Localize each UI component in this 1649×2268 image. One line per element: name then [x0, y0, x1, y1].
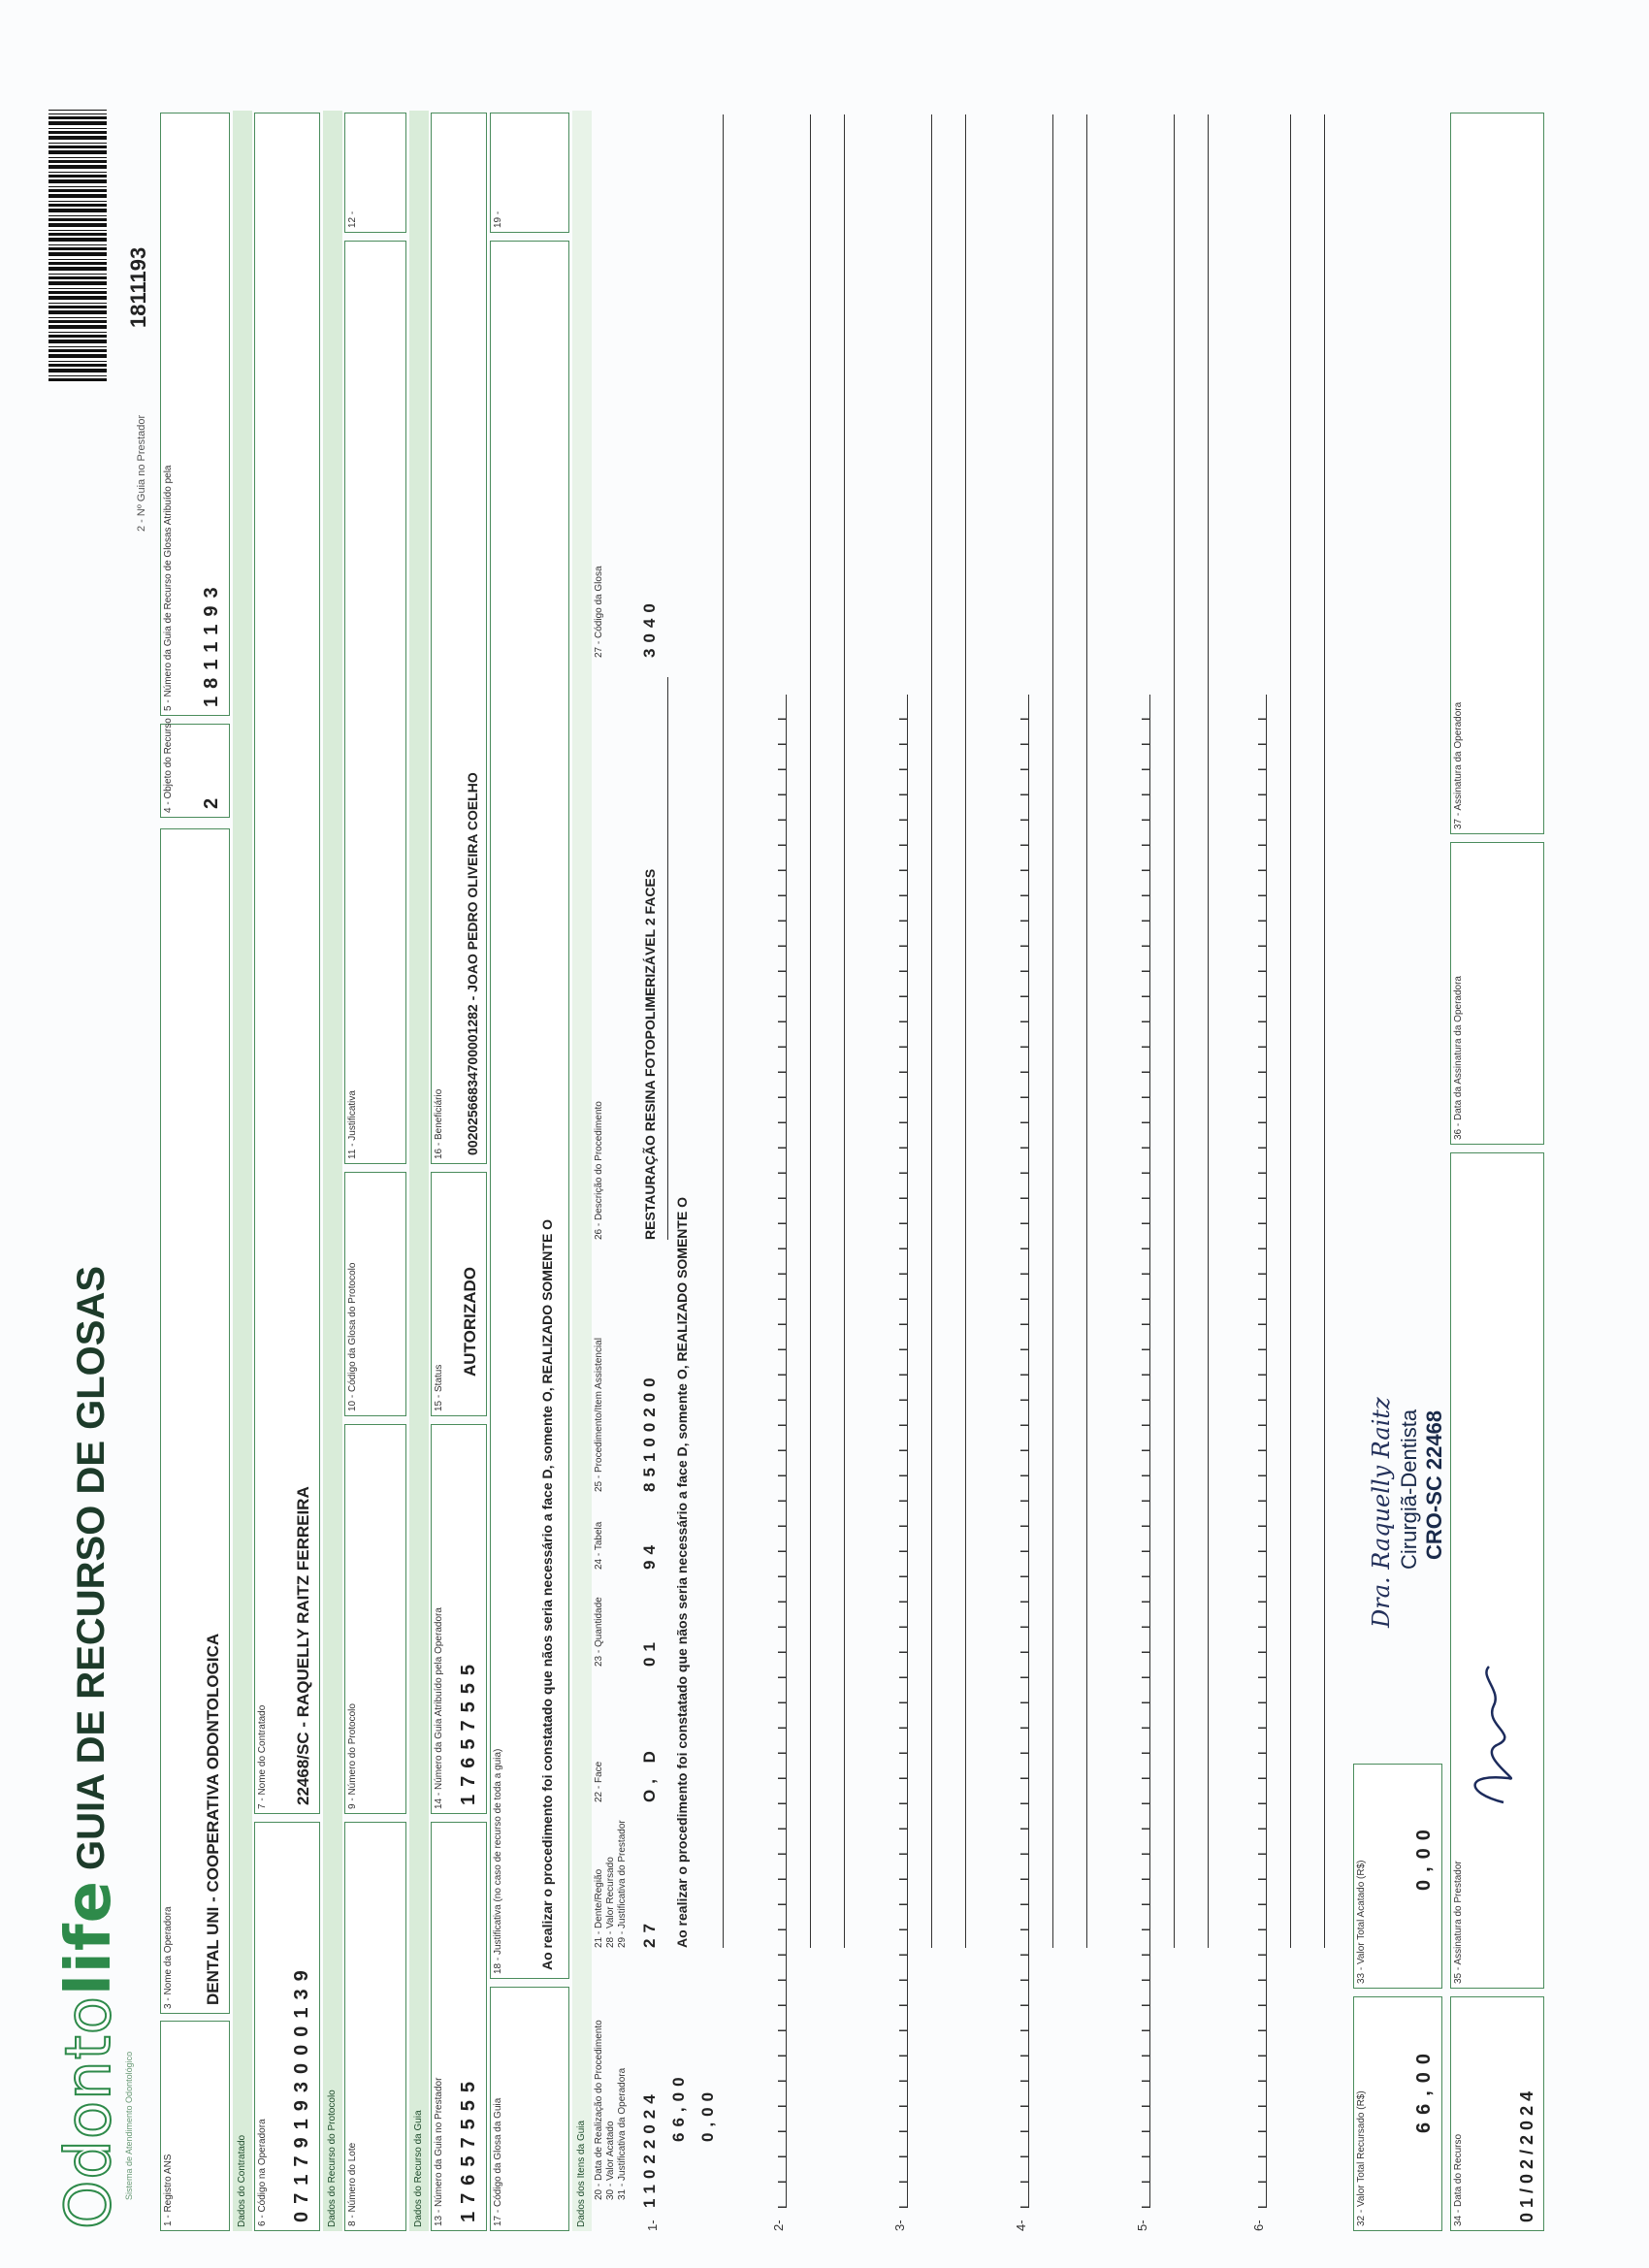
row-number: 5- [1135, 2219, 1149, 2231]
label-codigo-glosa: 27 - Código da Glosa [594, 566, 604, 658]
odontolife-logo: Odontolife [53, 1879, 125, 2229]
row1-codigo-glosa[interactable]: 3040 [640, 598, 659, 658]
page-title: GUIA DE RECURSO DE GLOSAS [70, 1265, 113, 1870]
row-number: 2- [771, 2219, 786, 2231]
handwritten-signature [1455, 1657, 1533, 1812]
barcode-number: 1811193 [126, 246, 150, 328]
field-data-recurso[interactable]: 34 - Data do Recurso 01/02/2024 [1450, 1996, 1544, 2231]
row3-line [931, 114, 932, 1948]
field-numero-lote[interactable]: 8 - Número do Lote [344, 1822, 406, 2231]
label-procedimento: 25 - Procedimento/Item Assistencial [594, 1338, 604, 1492]
row2-line [844, 114, 845, 1948]
row-number: 6- [1251, 2219, 1266, 2231]
field-guia-prestador[interactable]: 13 - Número da Guia no Prestador 17657555 [431, 1822, 487, 2231]
row-number: 1- [645, 2219, 660, 2231]
signature-cro: CRO-SC 22468 [1422, 1409, 1446, 1560]
row-number: 4- [1014, 2219, 1028, 2231]
section-itens: Dados dos Itens da Guia [572, 111, 592, 2231]
row1-justificativa-operadora-line [723, 114, 724, 1948]
row1-valor-acatado[interactable]: 0,00 [698, 2086, 717, 2142]
row1-data[interactable]: 11022024 [640, 2089, 659, 2208]
row1-quantidade[interactable]: 01 [640, 1636, 659, 1667]
signature-name: Dra. Raquelly Raitz [1368, 1397, 1395, 1628]
field-data-assinatura-operadora[interactable]: 36 - Data da Assinatura da Operadora [1450, 842, 1544, 1145]
label-valor-recursado: 30 - Valor Acatado [605, 2121, 616, 2200]
field-justificativa[interactable]: 11 - Justificativa [344, 241, 406, 1164]
field-beneficiario[interactable]: 16 - Beneficiário 00202566834700001282 - JOAO PEDRO OLIVEIRA COELHO [431, 113, 487, 1164]
row6-fields[interactable] [1245, 695, 1267, 2208]
section-protocolo: Dados do Recurso do Protocolo [323, 111, 342, 2231]
field-valor-total-recursado[interactable]: 32 - Valor Total Recursado (R$) 66,00 [1353, 1996, 1442, 2231]
field-19[interactable]: 19 - [490, 113, 569, 233]
field-assinatura-operadora[interactable]: 37 - Assinatura da Operadora [1450, 113, 1544, 834]
row5-line [1174, 114, 1175, 1948]
label-face: 22 - Face [594, 1761, 604, 1802]
label-tabela: 24 - Tabela [594, 1521, 604, 1570]
barcode [48, 110, 107, 381]
guia-prestador-label: 2 - Nº Guia no Prestador [136, 414, 147, 532]
row-number: 3- [892, 2219, 907, 2231]
field-nome-operadora[interactable]: 3 - Nome da Operadora DENTAL UNI - COOPERATIVA ODONTOLOGICA [160, 828, 230, 2014]
label-dente: 21 - Dente/Região [594, 1868, 604, 1948]
field-assinatura-prestador[interactable]: 35 - Assinatura do Prestador [1450, 1152, 1544, 1989]
label-justificativa-operadora: 29 - Justificativa do Prestador [617, 1820, 628, 1948]
row2-line [810, 114, 811, 1948]
field-valor-total-acatado[interactable]: 33 - Valor Total Acatado (R$) 0,00 [1353, 1764, 1442, 1989]
row3-line [965, 114, 966, 1948]
row1-valor-recursado[interactable]: 66,00 [669, 2071, 688, 2142]
field-guia-operadora[interactable]: 14 - Número da Guia Atribuído pela Operadora 17657555 [431, 1424, 487, 1814]
row1-procedimento[interactable]: 85100200 [640, 1372, 659, 1492]
row5-fields[interactable] [1128, 695, 1150, 2208]
field-codigo-glosa-guia[interactable]: 17 - Código da Glosa da Guia [490, 1987, 569, 2231]
row1-justificativa[interactable]: Ao realizar o procedimento foi constatado que nãos seria necessário a face D, somente O, REALIZADO SOMENTE O [674, 1196, 690, 1948]
row4-fields[interactable] [1007, 695, 1029, 2208]
field-codigo-operadora[interactable]: 6 - Código na Operadora 07179193000139 [254, 1822, 320, 2231]
label-valor-acatado: 31 - Justificativa da Operadora [617, 2067, 628, 2200]
field-status[interactable]: 15 - Status AUTORIZADO [431, 1172, 487, 1416]
label-justificativa-prestador: 28 - Valor Recursado [605, 1857, 616, 1948]
row1-dente[interactable]: 27 [640, 1918, 659, 1948]
field-objeto-recurso[interactable]: 4 - Objeto do Recurso 2 [160, 724, 230, 818]
field-numero-guia-recurso[interactable]: 5 - Número da Guia de Recurso de Glosas Atribuído pela 1811193 [160, 113, 230, 716]
row2-fields[interactable] [764, 695, 787, 2208]
section-guia: Dados do Recurso da Guia [409, 111, 429, 2231]
field-12[interactable]: 12 - [344, 113, 406, 233]
row1-descricao-line [667, 677, 668, 1240]
logo-tagline: Sistema de Atendimento Odontológico [124, 2051, 134, 2200]
signature-role: Cirurgiã-Dentista [1397, 1409, 1421, 1570]
section-contratado: Dados do Contratado [233, 111, 252, 2231]
row4-line [1052, 114, 1053, 1948]
row6-line [1290, 114, 1291, 1948]
row6-line [1324, 114, 1325, 1948]
row1-face[interactable]: O, D [640, 1745, 659, 1802]
field-registro-ans[interactable]: 1 - Registro ANS [160, 2021, 230, 2231]
field-nome-contratado[interactable]: 7 - Nome do Contratado 22468/SC - RAQUELLY RAITZ FERREIRA [254, 113, 320, 1814]
row1-descricao[interactable]: RESTAURAÇÃO RESINA FOTOPOLIMERIZÁVEL 2 FACES [642, 868, 658, 1240]
field-justificativa-guia[interactable]: 18 - Justificativa (no caso de recurso de toda a guia) Ao realizar o procedimento foi constatado que nãos seria necessário a face D, somente O, REALIZADO SOMENTE O [490, 241, 569, 1979]
field-codigo-glosa-protocolo[interactable]: 10 - Código da Glosa do Protocolo [344, 1172, 406, 1416]
row3-fields[interactable] [886, 695, 908, 2208]
field-numero-protocolo[interactable]: 9 - Número do Protocolo [344, 1424, 406, 1814]
label-data-realizacao: 20 - Data de Realização do Procedimento [594, 2020, 604, 2200]
label-quantidade: 23 - Quantidade [594, 1597, 604, 1667]
row5-line [1208, 114, 1209, 1948]
label-descricao: 26 - Descrição do Procedimento [594, 1101, 604, 1240]
row1-tabela[interactable]: 94 [640, 1539, 659, 1570]
row4-line [1086, 114, 1087, 1948]
